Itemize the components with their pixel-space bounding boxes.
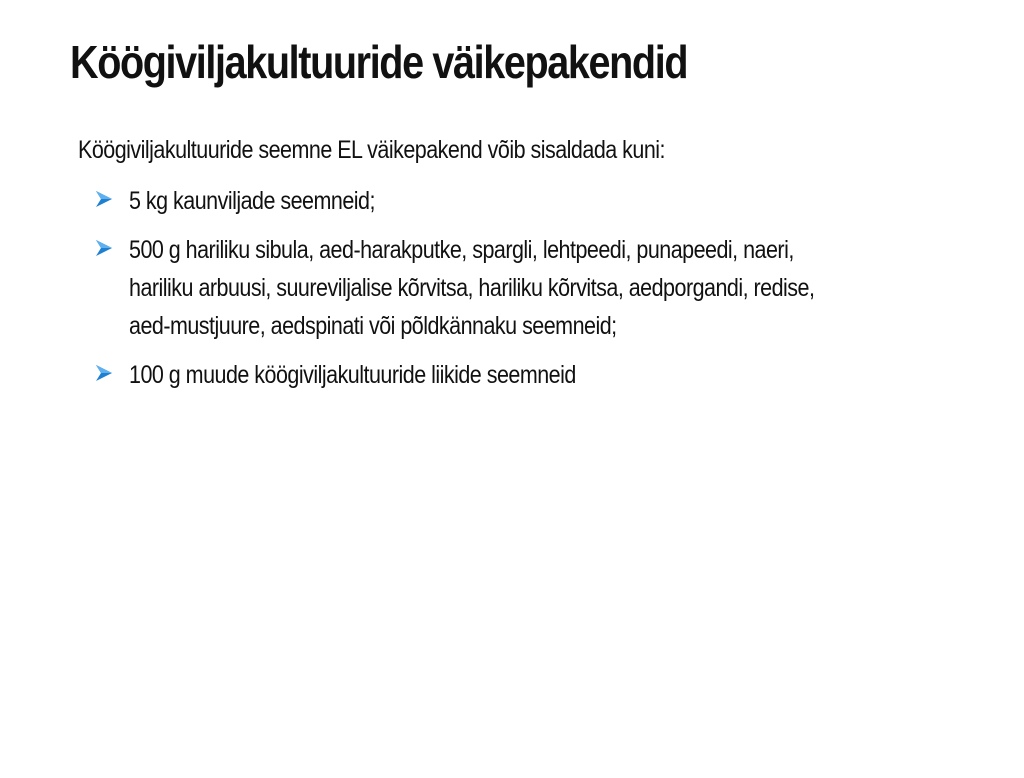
list-item	[92, 356, 962, 394]
bullet-list	[92, 182, 962, 405]
bullet-line: 100 g muude köögiviljakultuuride liikide seemneid	[129, 361, 576, 389]
arrow-bullet-icon	[95, 190, 113, 208]
arrow-bullet-icon	[95, 364, 113, 382]
bullet-text	[129, 231, 989, 345]
arrow-bullet-icon	[95, 239, 113, 257]
bullet-text	[129, 182, 989, 220]
bullet-line: 500 g hariliku sibula, aed-harakputke, spargli, lehtpeedi, punapeedi, naeri,	[129, 236, 794, 264]
bullet-line: aed-mustjuure, aedspinati või põldkännaku seemneid;	[129, 312, 617, 340]
bullet-text	[129, 356, 989, 394]
slide-title: Köögiviljakultuuride väikepakendid	[70, 36, 688, 88]
list-item	[92, 231, 962, 345]
intro-text: Köögiviljakultuuride seemne EL väikepakend võib sisaldada kuni:	[78, 136, 666, 164]
bullet-line: 5 kg kaunviljade seemneid;	[129, 187, 375, 215]
bullet-line: hariliku arbuusi, suureviljalise kõrvitsa, hariliku kõrvitsa, aedporgandi, redise,	[129, 274, 815, 302]
list-item	[92, 182, 962, 220]
